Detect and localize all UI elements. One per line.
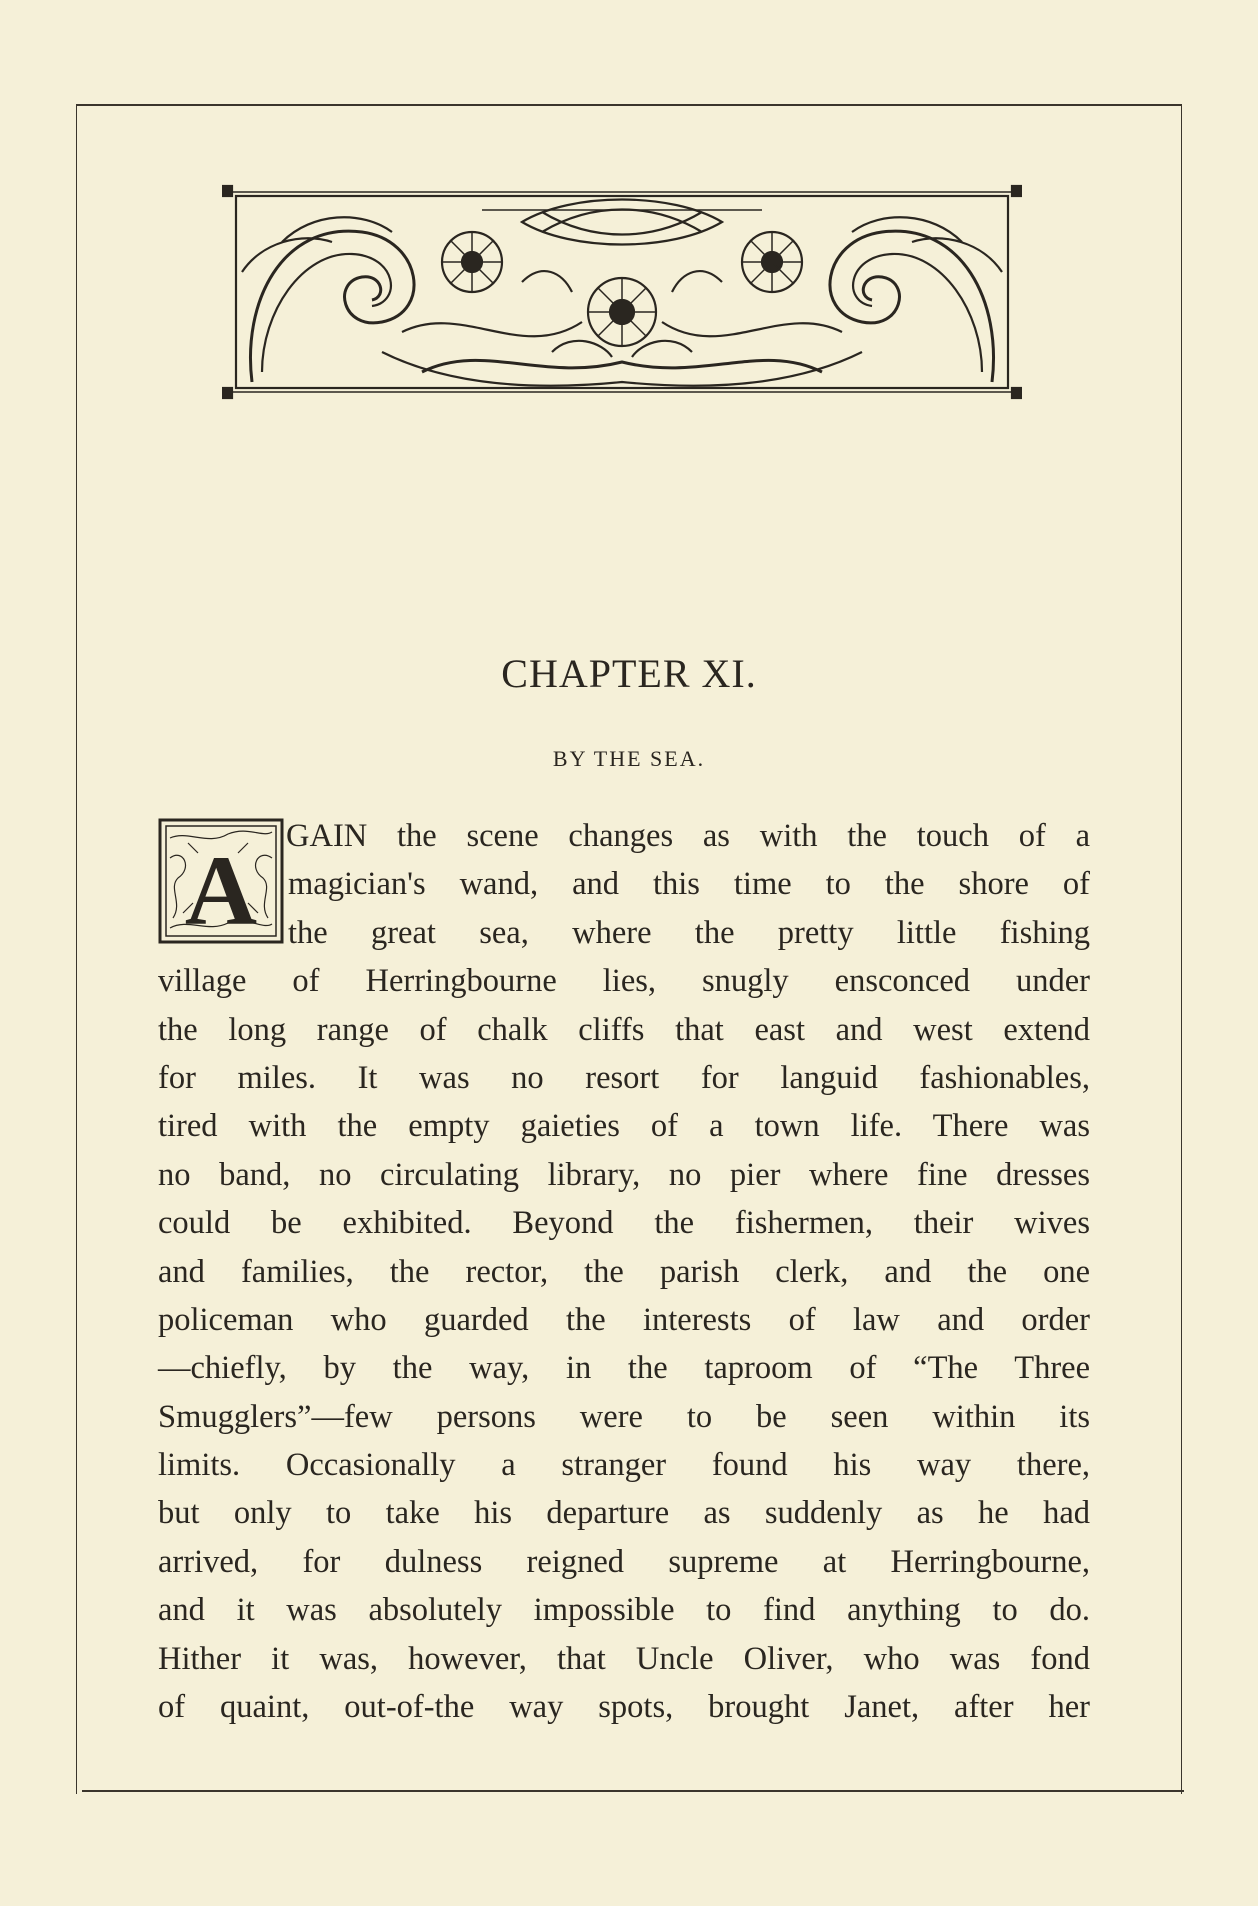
text-line: the long range of chalk cliffs that east and west extend — [158, 1011, 1090, 1048]
text-line: limits. Occasionally a stranger found his way there, — [158, 1447, 1090, 1484]
text-line: village of Herringbourne lies, snugly ensconced under — [158, 963, 1090, 1000]
svg-text:A: A — [184, 835, 258, 944]
chapter-body — [158, 812, 1090, 1731]
text-line: but only to take his departure as suddenly as he had — [158, 1495, 1090, 1532]
text-line: magician's wand, and this time to the shore of — [288, 866, 1090, 903]
text-line: GAIN the scene changes as with the touch of a — [286, 818, 1090, 854]
text-line: and families, the rector, the parish clerk, and the one — [158, 1253, 1090, 1290]
text-line: could be exhibited. Beyond the fishermen, their wives — [158, 1205, 1090, 1242]
chapter-title: CHAPTER XI. — [501, 651, 757, 696]
text-line: the great sea, where the pretty little fishing — [288, 914, 1090, 951]
text-line: for miles. It was no resort for languid fashionables, — [158, 1059, 1090, 1096]
text-line: —chiefly, by the way, in the taproom of “The Three — [158, 1350, 1090, 1387]
text-line: tired with the empty gaieties of a town life. There was — [158, 1108, 1090, 1145]
text-line: Smugglers”—few persons were to be seen within its — [158, 1398, 1090, 1435]
text-line: Hither it was, however, that Uncle Oliver, who was fond — [158, 1640, 1090, 1677]
text-line: policeman who guarded the interests of law and order — [158, 1301, 1090, 1338]
page-frame-bottom-rule — [82, 1790, 1184, 1792]
text-line: of quaint, out-of-the way spots, brought Janet, after her — [158, 1689, 1090, 1726]
chapter-subtitle: BY THE SEA. — [552, 746, 706, 771]
text-line: no band, no circulating library, no pier where fine dresses — [158, 1156, 1090, 1193]
floral-scroll-headpiece-icon — [222, 182, 1022, 402]
text-line: and it was absolutely impossible to find anything to do. — [158, 1592, 1090, 1629]
text-line: arrived, for dulness reigned supreme at Herringbourne, — [158, 1543, 1090, 1580]
